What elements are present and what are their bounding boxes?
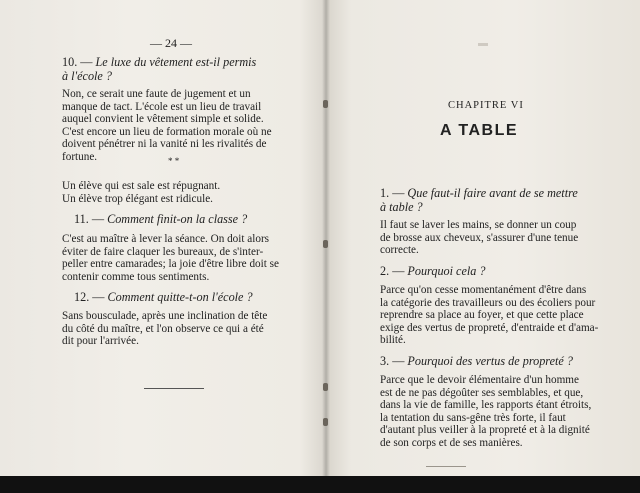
answer-line: de brosse aux cheveux, s'assurer d'une tenue (380, 231, 579, 244)
answer-line: reprendre sa place au foyer, et que cette place (380, 309, 584, 322)
question-number: 10. — (62, 55, 93, 69)
binding-stitch (323, 240, 328, 248)
answer-line: doivent pénétrer ni la vanité ni les rivalités de (62, 138, 267, 151)
answer-line: fortune. (62, 150, 98, 163)
page-number: — 24 — (150, 36, 192, 50)
question-text-cont: à l'école ? (62, 69, 112, 83)
maxim-line: Un élève trop élégant est ridicule. (62, 192, 213, 205)
question-2 (380, 264, 618, 278)
question-12 (74, 290, 304, 304)
answer-line: dans la vie de famille, les rapports étant étroits, (380, 399, 592, 412)
chapter-heading: CHAPITRE VI (448, 100, 524, 111)
question-number: 1. — (380, 186, 405, 200)
question-text: Le luxe du vêtement est-il permis (95, 55, 257, 69)
answer-line: est de ne pas dégoûter ses semblables, et que, (380, 386, 584, 399)
answer-line: manque de tact. L'école est un lieu de travail (62, 100, 262, 113)
answer-line: correcte. (380, 244, 419, 257)
answer-line: Il faut se laver les mains, se donner un coup (380, 219, 577, 231)
answer-line: Parce que le devoir élémentaire d'un homme (380, 374, 579, 386)
section-asterisks: * * (168, 156, 180, 166)
answer-line: C'est au maître à lever la séance. On doit alors (62, 233, 270, 245)
question-10 (62, 55, 302, 83)
answer-1 (380, 219, 618, 257)
question-1 (380, 186, 618, 214)
answer-line: Parce qu'on cesse momentanément d'être dans (380, 284, 587, 296)
answer-12 (62, 310, 302, 348)
question-text: Que faut-il faire avant de se mettre (407, 186, 578, 200)
question-number: 3. — (380, 354, 405, 368)
bleed-through-mark: ▬ (478, 38, 488, 49)
question-3 (380, 354, 618, 368)
question-number: 2. — (380, 264, 405, 278)
end-rule (426, 466, 466, 467)
question-text: Comment finit-on la classe ? (107, 212, 248, 226)
answer-10 (62, 88, 302, 164)
answer-line: de son corps et de ses manières. (380, 436, 523, 449)
answer-line: bilité. (380, 334, 406, 347)
binding-stitch (323, 418, 328, 426)
question-text: Pourquoi cela ? (407, 264, 486, 278)
scan-background (0, 476, 640, 493)
answer-line: contenir comme tous sentiments. (62, 270, 210, 283)
question-text: Comment quitte-t-on l'école ? (107, 290, 253, 304)
question-number: 11. — (74, 212, 105, 226)
answer-line: peller entre camarades; la joie d'être libre doit se (62, 258, 279, 271)
maxims (62, 180, 302, 205)
question-11 (74, 212, 304, 226)
end-rule (144, 388, 204, 389)
question-text: Pourquoi des vertus de propreté ? (407, 354, 573, 368)
answer-line: C'est encore un lieu de formation morale où ne (62, 125, 272, 138)
answer-line: auquel convient le vêtement simple et solide. (62, 113, 264, 126)
answer-2 (380, 284, 618, 347)
question-text-cont: à table ? (380, 200, 423, 214)
answer-line: exige des vertus de propreté, d'entraide et d'ama- (380, 321, 599, 334)
answer-3 (380, 374, 618, 450)
question-number: 12. — (74, 290, 105, 304)
answer-11 (62, 233, 302, 283)
answer-line: éviter de faire claquer les bureaux, de s'inter- (62, 245, 264, 258)
chapter-title: A TABLE (440, 122, 519, 139)
answer-line: dit pour l'arrivée. (62, 335, 139, 348)
binding-stitch (323, 383, 328, 391)
answer-line: Sans bousculade, après une inclination de tête (62, 310, 268, 322)
maxim-line: Un élève qui est sale est répugnant. (62, 180, 221, 192)
answer-line: d'autant plus veiller à la propreté et à la dignité (380, 424, 590, 437)
answer-line: du côté du maître, et l'on observe ce qui a été (62, 322, 264, 335)
answer-line: Non, ce serait une faute de jugement et un (62, 88, 251, 100)
answer-line: la tentation du sans-gêne très forte, il faut (380, 411, 566, 424)
binding-stitch (323, 100, 328, 108)
answer-line: la catégorie des travailleurs ou des écoliers pour (380, 296, 596, 309)
